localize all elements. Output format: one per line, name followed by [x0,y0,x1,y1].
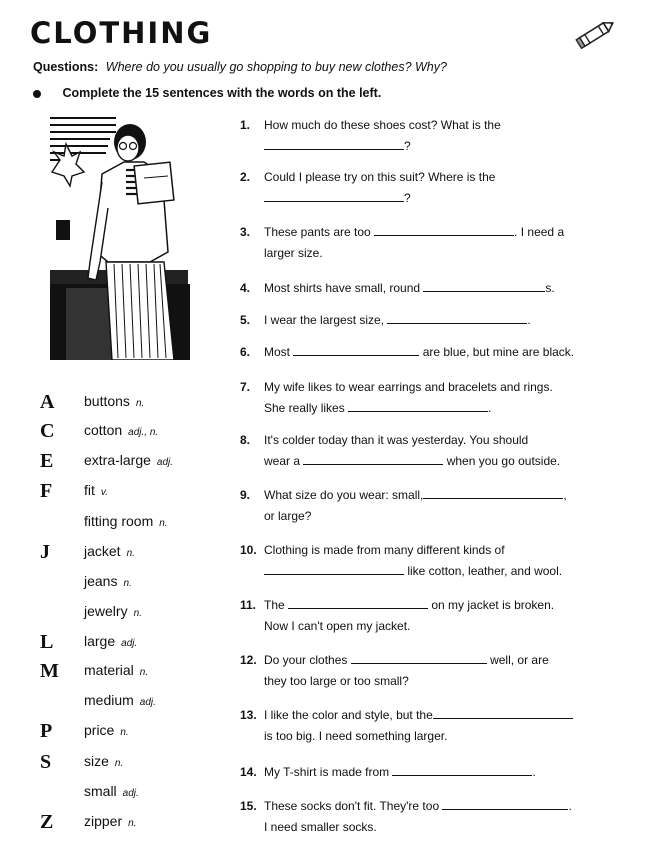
sentence-text: Clothing is made from many different kinds of [264,543,505,557]
part-of-speech: n. [114,758,124,769]
sentence-number: 15. [240,799,257,813]
vocab-word: buttons [84,393,130,409]
answer-blank[interactable] [264,562,404,575]
sentence-text: What size do you wear: small, [264,488,424,502]
part-of-speech: n. [120,727,129,738]
sentence-text: ? [404,191,411,205]
page-title: CLOTHING [30,16,213,50]
sentence-number: 10. [240,543,257,557]
answer-blank[interactable] [433,706,573,719]
sentence-number: 12. [240,653,257,667]
sentence-text: , [563,488,567,502]
sentence-text: . I need a [514,225,565,239]
sentence-text: Now I can't open my jacket. [264,619,411,633]
sentence-text: She really likes [264,401,345,415]
sentence-text: on my jacket is broken. [431,598,555,612]
sentence-number: 7. [240,380,251,394]
vocab-word: medium [84,692,134,708]
sentence-item [240,705,573,747]
sentence-number: 11. [240,598,257,612]
index-letter: L [40,631,54,653]
instruction-text: Complete the 15 sentences with the words on the left. [62,86,382,100]
sentence-text: I wear the largest size, [264,313,385,327]
sentence-text: Do your clothes [264,653,348,667]
instruction-line [33,86,381,100]
sentence-number: 3. [240,225,251,239]
questions-text: Where do you usually go shopping to buy new clothes? Why? [105,60,447,74]
sentence-item [240,278,555,299]
vocab-word: large [84,633,116,649]
index-letter: C [40,420,55,442]
answer-blank[interactable] [288,596,428,609]
sentence-text: My T-shirt is made from [264,765,390,779]
sentence-text: s. [545,281,555,295]
vocab-word: price [84,722,115,738]
vocab-word: jewelry [84,603,128,619]
vocab-word: fitting room [84,513,154,529]
answer-blank[interactable] [423,486,563,499]
sentence-text: when you go outside. [446,454,561,468]
sentence-text: I need smaller socks. [264,820,377,834]
questions-label: Questions: [33,60,99,74]
sentence-text: I like the color and style, but the [264,708,433,722]
sentence-text: are blue, but mine are black. [422,345,575,359]
answer-blank[interactable] [351,651,487,664]
pencil-icon [572,14,618,54]
part-of-speech: n. [135,398,145,409]
sentence-text: It's colder today than it was yesterday. You should [264,433,529,447]
sentence-item [240,222,564,264]
part-of-speech: adj. [139,697,156,708]
sentence-item [240,115,501,157]
index-letter: Z [40,811,54,833]
answer-blank[interactable] [303,452,443,465]
part-of-speech: adj. [122,788,139,799]
index-letter: E [40,450,54,472]
shopper-illustration [50,112,200,360]
sentence-number: 6. [240,345,251,359]
sentence-number: 4. [240,281,251,295]
answer-blank[interactable] [374,223,514,236]
answer-blank[interactable] [264,137,404,150]
sentence-text: The [264,598,285,612]
sentence-item [240,650,549,692]
vocab-word: zipper [84,813,123,829]
sentence-text: Could I please try on this suit? Where is the [264,170,496,184]
part-of-speech: n. [128,818,137,829]
sentence-item [240,310,531,331]
sentence-number: 9. [240,488,251,502]
sentence-text: well, or are [490,653,549,667]
answer-blank[interactable] [442,797,568,810]
sentence-item [240,485,567,527]
sentence-text: How much do these shoes cost? What is the [264,118,501,132]
sentence-item [240,377,553,419]
vocab-word: fit [84,482,95,498]
answer-blank[interactable] [348,399,488,412]
sentence-item [240,342,574,363]
sentence-text: like cotton, leather, and wool. [407,564,563,578]
sentence-text: Most shirts have small, round [264,281,421,295]
part-of-speech: n. [139,667,149,678]
vocab-word: small [84,783,117,799]
sentence-item [240,595,554,637]
sentence-text: wear a [264,454,301,468]
sentence-text: or large? [264,509,312,523]
sentence-item [240,540,562,582]
sentence-number: 14. [240,765,257,779]
index-letter: A [40,391,55,413]
sentence-text: they too large or too small? [264,674,409,688]
sentence-item [240,430,560,472]
answer-blank[interactable] [387,311,527,324]
index-letter: M [40,660,59,682]
sentence-text: ? [404,139,411,153]
sentence-item [240,762,536,783]
part-of-speech: n. [133,608,142,619]
sentence-text: These socks don't fit. They're too [264,799,440,813]
sentence-item [240,796,572,838]
sentence-text: Most [264,345,291,359]
sentence-text: is too big. I need something larger. [264,729,448,743]
vocab-word: cotton [84,422,123,438]
part-of-speech: n. [123,578,132,589]
sentence-number: 13. [240,708,257,722]
vocab-word: jeans [84,573,118,589]
answer-blank[interactable] [293,343,419,356]
bullet-icon [33,90,41,98]
index-letter: P [40,720,53,742]
sentence-item [240,167,495,209]
part-of-speech: adj., n. [128,427,159,438]
part-of-speech: adj. [121,638,138,649]
sentence-number: 5. [240,313,251,327]
vocab-word: extra-large [84,452,151,468]
part-of-speech: n. [126,548,135,559]
part-of-speech: adj. [156,457,174,468]
index-letter: S [40,751,52,773]
part-of-speech: n. [159,518,168,529]
answer-blank[interactable] [423,279,545,292]
vocab-word: jacket [84,543,121,559]
index-letter: F [40,480,53,502]
vocab-word: size [84,753,109,769]
vocab-word: material [84,662,134,678]
sentence-number: 8. [240,433,251,447]
sentence-text: . [532,765,536,779]
sentence-text: larger size. [264,246,323,260]
answer-blank[interactable] [264,189,404,202]
index-letter: J [40,541,50,563]
sentence-text: . [527,313,531,327]
sentence-text: . [568,799,572,813]
part-of-speech: v. [100,487,108,498]
answer-blank[interactable] [392,763,532,776]
sentence-text: My wife likes to wear earrings and bracelets and rings. [264,380,553,394]
sentence-text: . [488,401,492,415]
sentence-text: These pants are too [264,225,371,239]
sentence-number: 1. [240,118,251,132]
sentence-number: 2. [240,170,251,184]
questions-line [33,60,447,74]
